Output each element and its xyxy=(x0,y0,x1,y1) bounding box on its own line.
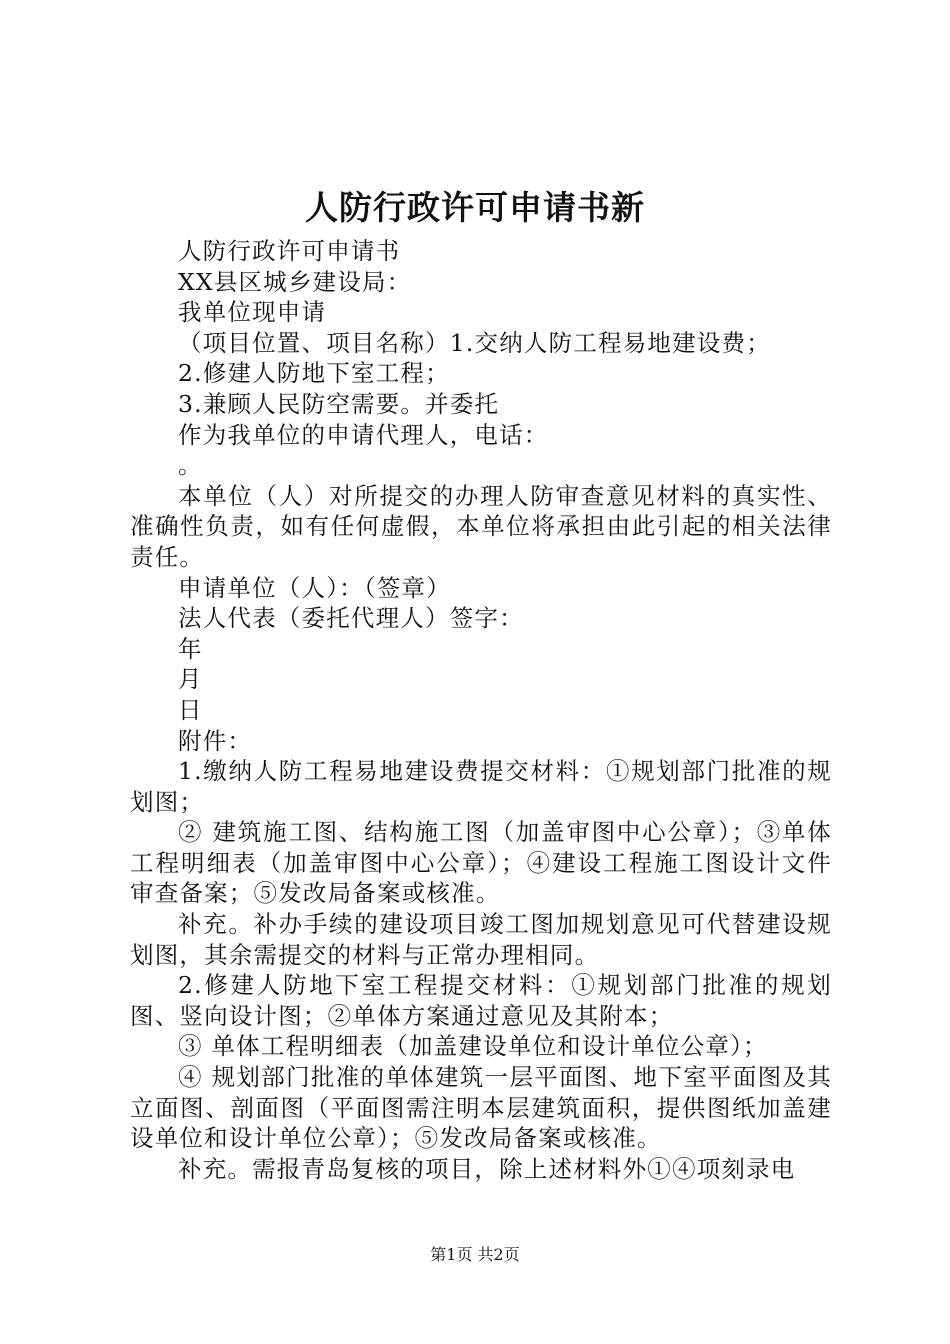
paragraph-attachment-2-item-3: ③ 单体工程明细表（加盖建设单位和设计单位公章）； xyxy=(178,1032,768,1061)
paragraph-addressee: XX县区城乡建设局： xyxy=(178,267,412,296)
paragraph-representative-signature: 法人代表（委托代理人）签字： xyxy=(178,604,524,633)
paragraph-supplement-2: 补充。需报青岛复核的项目，除上述材料外①④项刻录电 xyxy=(178,1154,796,1183)
paragraph-agent: 作为我单位的申请代理人，电话： xyxy=(178,420,549,449)
paragraph-item-3: 3.兼顾人民防空需要。并委托 xyxy=(178,389,500,418)
document-body xyxy=(130,236,832,1184)
paragraph-attachment-1-materials: ② 建筑施工图、结构施工图（加盖审图中心公章）；③单体工程明细表（加盖审图中心公章）；④建设工程施工图设计文件审查备案；⑤发改局备案或核准。 xyxy=(130,818,832,908)
paragraph-declaration: 本单位（人）对所提交的办理人防审查意见材料的真实性、准确性负责，如有任何虚假，本单位将承担由此引起的相关法律责任。 xyxy=(130,481,832,571)
paragraph-date-day: 日 xyxy=(178,695,203,724)
paragraph-item-1: （项目位置、项目名称）1.交纳人防工程易地建设费； xyxy=(178,328,771,357)
paragraph-supplement-1: 补充。补办手续的建设项目竣工图加规划意见可代替建设规划图，其余需提交的材料与正常办理相同。 xyxy=(130,910,832,969)
paragraph-date-year: 年 xyxy=(178,634,203,663)
paragraph-applicant-signature: 申请单位（人）：（签章） xyxy=(178,573,451,602)
paragraph-item-2: 2.修建人防地下室工程； xyxy=(178,359,450,388)
paragraph-date-month: 月 xyxy=(178,665,203,694)
paragraph-heading: 人防行政许可申请书 xyxy=(178,237,401,265)
paragraph-attachment-2: 2.修建人防地下室工程提交材料：①规划部门批准的规划图、竖向设计图；②单体方案通过意见及其附本； xyxy=(130,971,832,1030)
document-title: 人防行政许可申请书新 xyxy=(305,188,645,227)
paragraph-application-intro: 我单位现申请 xyxy=(178,298,327,327)
paragraph-attachment-1: 1.缴纳人防工程易地建设费提交材料：①规划部门批准的规划图； xyxy=(130,757,832,816)
page-footer: 第1页 共2页 xyxy=(430,1245,520,1264)
paragraph-attachments-heading: 附件： xyxy=(178,726,253,755)
paragraph-period: 。 xyxy=(178,451,203,480)
paragraph-attachment-2-item-4: ④ 规划部门批准的单体建筑一层平面图、地下室平面图及其立面图、剖面图（平面图需注明本层建筑面积，提供图纸加盖建设单位和设计单位公章）；⑤发改局备案或核准。 xyxy=(130,1063,832,1153)
